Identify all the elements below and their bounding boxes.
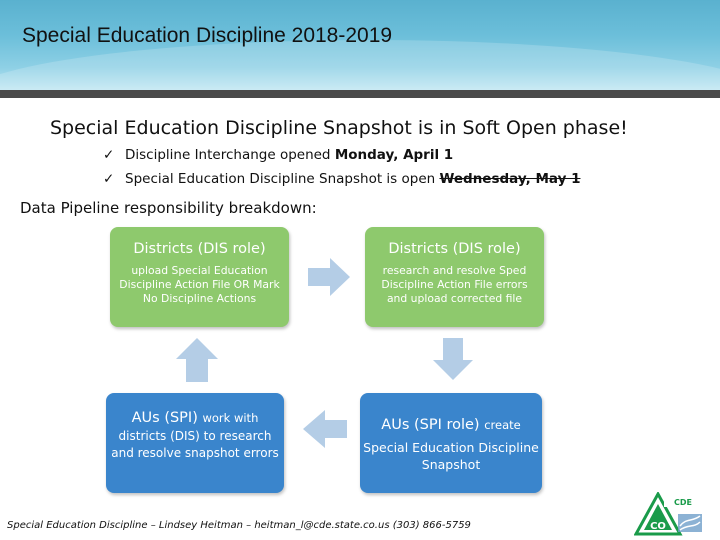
step-heading-small: create xyxy=(484,418,521,432)
step-description: research and resolve Sped Discipline Action File errors and upload corrected file xyxy=(381,264,528,305)
bullet-snapshot xyxy=(103,171,580,187)
arrow-up-icon xyxy=(176,338,218,382)
cde-colorado-logo xyxy=(634,492,706,536)
bullet-interchange xyxy=(103,147,453,163)
step-aus-work-with-districts xyxy=(106,393,284,493)
step-description: Special Education Discipline Snapshot xyxy=(363,440,539,472)
bullet-date-struck: Wednesday, May 1 xyxy=(439,171,581,187)
slide-title: Special Education Discipline 2018-2019 xyxy=(22,24,393,47)
arrow-down-icon xyxy=(433,338,473,380)
header-divider xyxy=(0,90,720,98)
step-description: upload Special Education Discipline Action File OR Mark No Discipline Actions xyxy=(119,264,280,305)
step-description: districts (DIS) to research and resolve snapshot errors xyxy=(111,429,279,460)
step-heading-main: AUs (SPI) xyxy=(131,410,203,426)
pipeline-label: Data Pipeline responsibility breakdown: xyxy=(20,199,317,217)
step-heading: Districts (DIS role) xyxy=(388,241,521,257)
bullet-date: Monday, April 1 xyxy=(334,147,454,163)
logo-cde-text: CDE xyxy=(674,498,692,507)
checkmark-icon: ✓ xyxy=(103,171,115,187)
step-heading: Districts (DIS role) xyxy=(133,241,266,257)
bullet-text: Special Education Discipline Snapshot is open xyxy=(125,171,440,187)
arrow-left-icon xyxy=(303,410,347,448)
step-districts-resolve xyxy=(365,227,544,327)
slide-header xyxy=(0,0,720,90)
bullet-text: Discipline Interchange opened xyxy=(125,147,335,163)
step-heading xyxy=(106,410,284,426)
step-heading xyxy=(360,417,542,433)
step-districts-upload xyxy=(110,227,289,327)
arrow-right-icon xyxy=(308,258,350,296)
step-heading-small: work with xyxy=(202,411,259,425)
logo-co-text: CO xyxy=(650,521,666,532)
headline: Special Education Discipline Snapshot is in Soft Open phase! xyxy=(50,117,628,139)
step-heading-main: AUs (SPI role) xyxy=(381,417,485,433)
checkmark-icon: ✓ xyxy=(103,147,115,163)
footer-contact: Special Education Discipline – Lindsey Heitman – heitman_l@cde.state.co.us (303) 866-5759 xyxy=(7,520,471,531)
step-aus-create-snapshot xyxy=(360,393,542,493)
